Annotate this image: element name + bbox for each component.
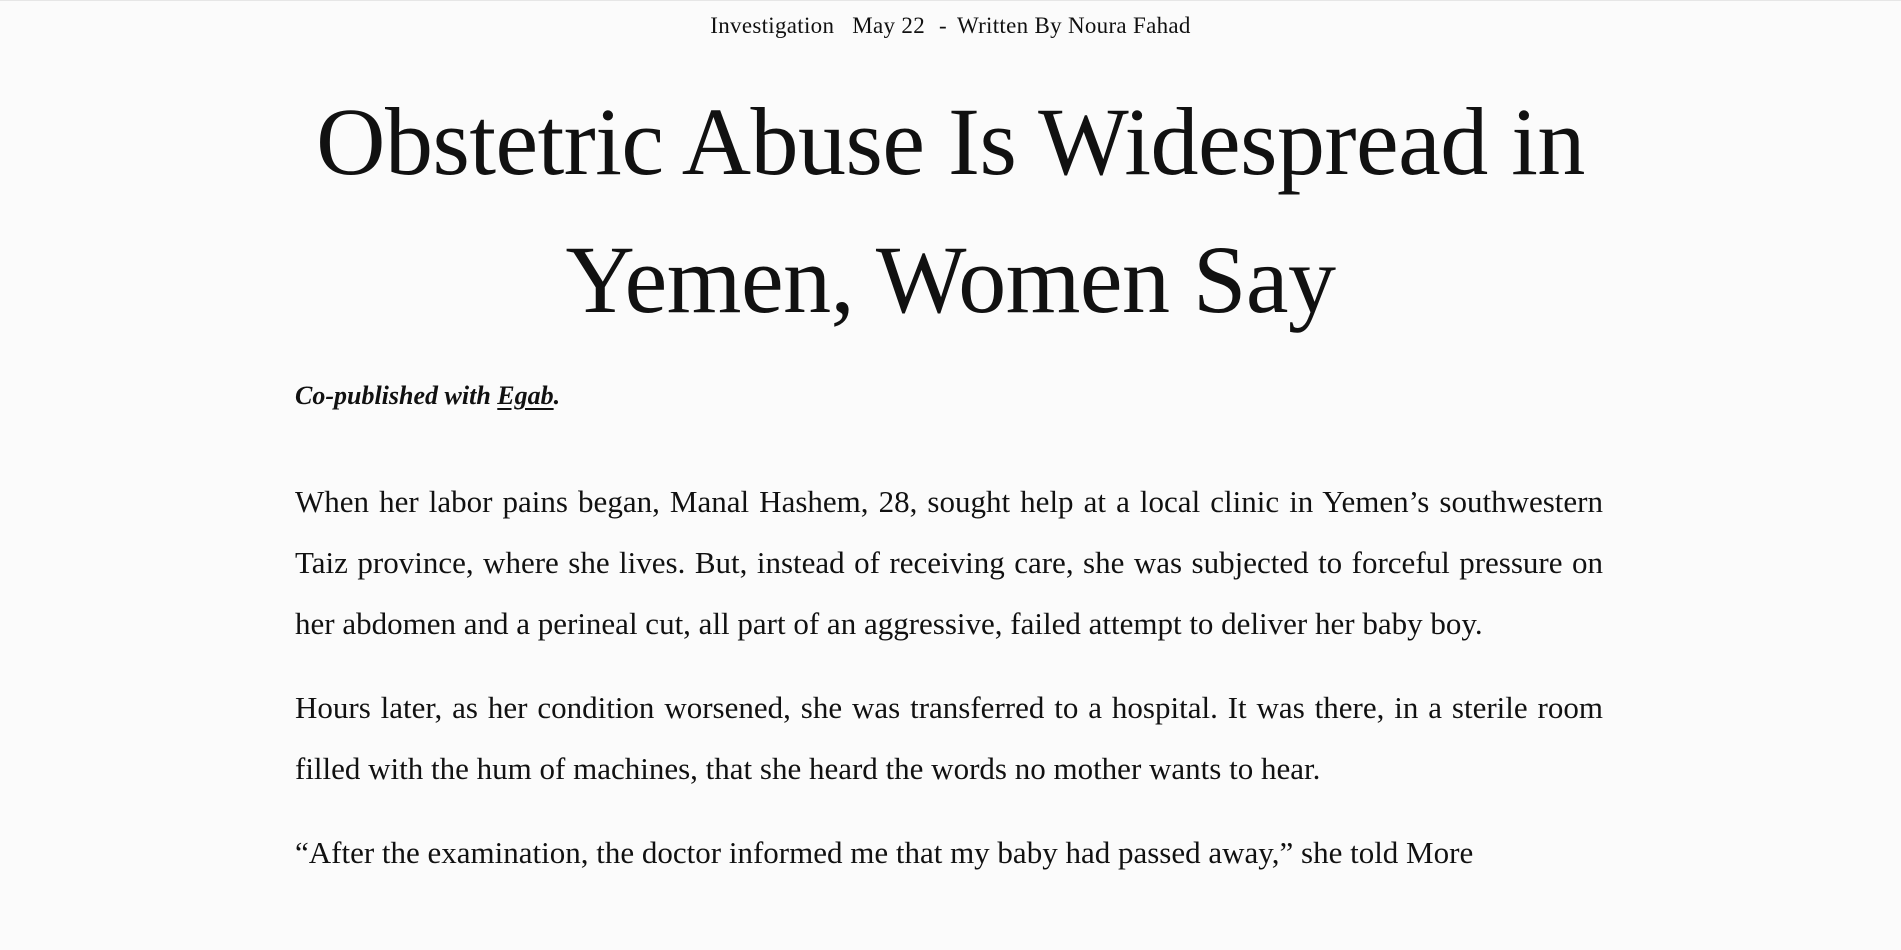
byline: Written By Noura Fahad	[956, 13, 1191, 38]
article-body	[295, 471, 1603, 906]
copublished-suffix: .	[553, 381, 561, 410]
copublished-note	[295, 381, 560, 411]
category-link[interactable]: Investigation	[710, 13, 835, 38]
article-meta	[0, 13, 1901, 39]
paragraph-2: Hours later, as her condition worsened, she was transferred to a hospital. It was there, in a sterile room filled with the hum of machines, that she heard the words no mother wants to hear.	[295, 690, 1603, 786]
paragraph-1: When her labor pains began, Manal Hashem, 28, sought help at a local clinic in Yemen’s southwestern Taiz province, where she lives. But, instead of receiving care, she was subjected to forceful pressure on her abdomen and a perineal cut, all part of an aggressive, failed attempt to deliver her baby boy.	[295, 484, 1603, 641]
partner-link[interactable]: Egab	[497, 381, 554, 410]
paragraph-3: “After the examination, the doctor informed me that my baby had passed away,” she told More	[295, 835, 1474, 870]
copublished-prefix: Co-published with	[295, 381, 498, 410]
meta-separator: -	[939, 13, 947, 38]
article-title: Obstetric Abuse Is Widespread in Yemen, Women Say	[316, 88, 1585, 333]
publish-date: May 22	[852, 13, 926, 38]
